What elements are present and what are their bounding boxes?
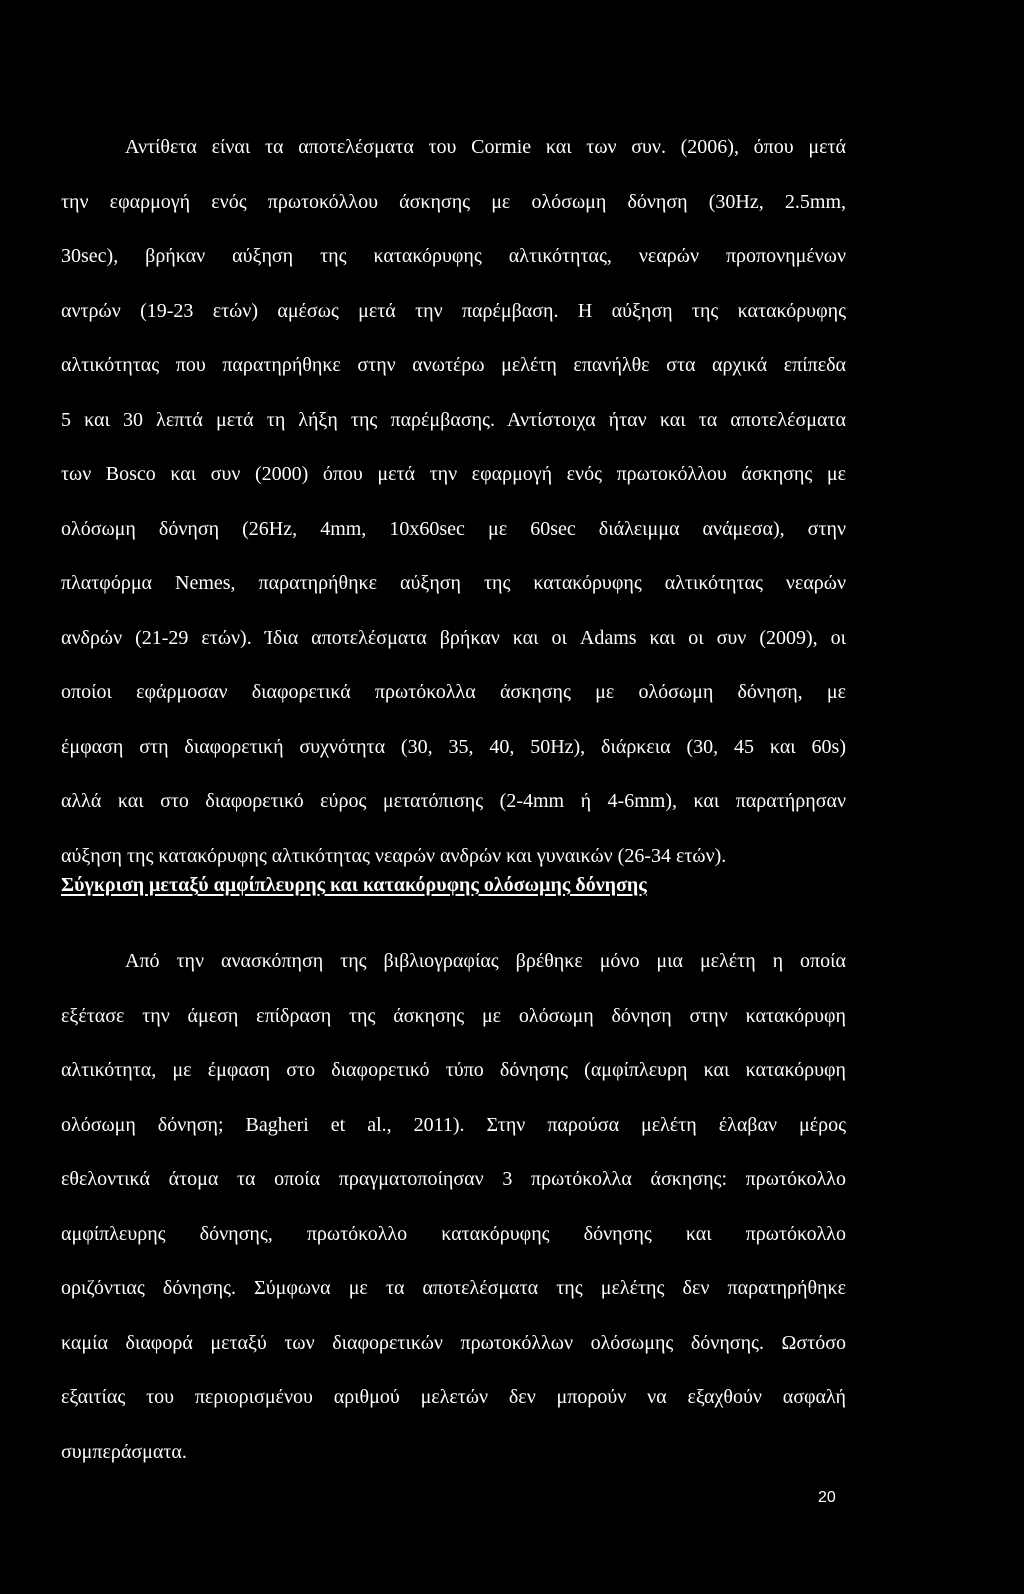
paragraph-line: οποίοι εφάρμοσαν διαφορετικά πρωτόκολλα άσκησης με ολόσωμη δόνηση, με	[61, 681, 846, 703]
paragraph-line: των Bosco και συν (2000) όπου μετά την εφαρμογή ενός πρωτοκόλλου άσκησης με	[61, 463, 846, 485]
paragraph-1	[61, 120, 846, 883]
paragraph-line: εθελοντικά άτομα τα οποία πραγματοποίησαν 3 πρωτόκολλα άσκησης: πρωτόκολλο	[61, 1168, 846, 1190]
paragraph-line: αντρών (19-23 ετών) αμέσως μετά την παρέμβαση. Η αύξηση της κατακόρυφης	[61, 299, 846, 322]
paragraph-line: αλτικότητας που παρατηρήθηκε στην ανωτέρω μελέτη επανήλθε στα αρχικά επίπεδα	[61, 354, 846, 376]
paragraph-line: αύξηση της κατακόρυφης αλτικότητας νεαρών ανδρών και γυναικών (26-34 ετών).	[61, 844, 727, 867]
paragraph-line: την εφαρμογή ενός πρωτοκόλλου άσκησης με ολόσωμη δόνηση (30Hz, 2.5mm,	[61, 190, 846, 213]
page-number: 20	[818, 1489, 836, 1506]
paragraph-line: καμία διαφορά μεταξύ των διαφορετικών πρωτοκόλλων ολόσωμης δόνησης. Ωστόσο	[61, 1331, 846, 1354]
paragraph-line: 30sec), βρήκαν αύξηση της κατακόρυφης αλτικότητας, νεαρών προπονημένων	[61, 245, 846, 267]
paragraph-line: συμπεράσματα.	[61, 1440, 187, 1463]
paragraph-line: οριζόντιας δόνησης. Σύμφωνα με τα αποτελέσματα της μελέτης δεν παρατηρήθηκε	[61, 1277, 846, 1299]
paragraph-line: εξέτασε την άμεση επίδραση της άσκησης με ολόσωμη δόνηση στην κατακόρυφη	[61, 1004, 846, 1027]
paragraph-line: ολόσωμη δόνηση; Bagheri et al., 2011). Στην παρούσα μελέτη έλαβαν μέρος	[61, 1113, 846, 1136]
paragraph-line: εξαιτίας του περιορισμένου αριθμού μελετών δεν μπορούν να εξαχθούν ασφαλή	[61, 1386, 846, 1408]
paragraph-line: Αντίθετα είναι τα αποτελέσματα του Cormie και των συν. (2006), όπου μετά	[125, 136, 846, 158]
paragraph-line: πλατφόρμα Nemes, παρατηρήθηκε αύξηση της κατακόρυφης αλτικότητας νεαρών	[61, 572, 846, 594]
paragraph-line: 5 και 30 λεπτά μετά τη λήξη της παρέμβασης. Αντίστοιχα ήταν και τα αποτελέσματα	[61, 408, 846, 431]
paragraph-2	[61, 934, 846, 1479]
paragraph-line: Από την ανασκόπηση της βιβλιογραφίας βρέθηκε μόνο μια μελέτη η οποία	[125, 950, 846, 972]
paragraph-line: αμφίπλευρης δόνησης, πρωτόκολλο κατακόρυφης δόνησης και πρωτόκολλο	[61, 1222, 846, 1245]
paragraph-line: ολόσωμη δόνηση (26Hz, 4mm, 10x60sec με 60sec διάλειμμα ανάμεσα), στην	[61, 517, 846, 540]
paragraph-line: έμφαση στη διαφορετική συχνότητα (30, 35, 40, 50Hz), διάρκεια (30, 45 και 60s)	[61, 735, 846, 758]
paragraph-line: ανδρών (21-29 ετών). Ίδια αποτελέσματα βρήκαν και οι Adams και οι συν (2009), οι	[61, 626, 846, 649]
paragraph-line: αλτικότητα, με έμφαση στο διαφορετικό τύπο δόνησης (αμφίπλευρη και κατακόρυφη	[61, 1059, 846, 1081]
paragraph-line: αλλά και στο διαφορετικό εύρος μετατόπισης (2-4mm ή 4-6mm), και παρατήρησαν	[61, 790, 846, 812]
section-heading: Σύγκριση μεταξύ αμφίπλευρης και κατακόρυφης ολόσωμης δόνησης	[61, 874, 647, 896]
